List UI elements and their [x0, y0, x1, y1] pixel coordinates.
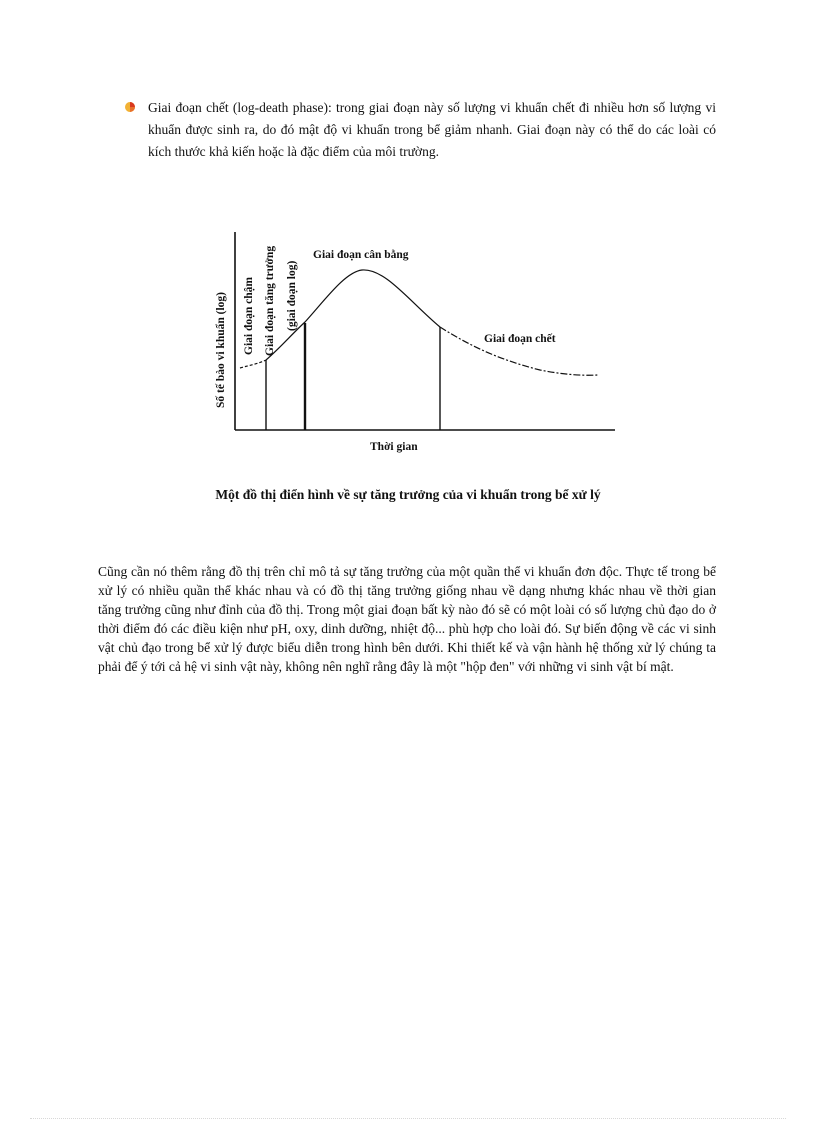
lag-curve [240, 360, 266, 368]
x-axis-label: Thời gian [370, 441, 418, 453]
growth-curve-figure [200, 210, 630, 470]
label-log-phase: Giai đoạn tăng trưởng [264, 245, 276, 356]
label-log-phase-sub: (giai đoạn log) [286, 260, 298, 331]
bullet-item [124, 97, 716, 163]
y-axis-label: Số tế bào vi khuẩn (log) [215, 292, 227, 408]
label-stationary-phase: Giai đoạn cân bằng [313, 249, 409, 261]
bullet-text: Giai đoạn chết (log-death phase): trong giai đoạn này số lượng vi khuẩn chết đi nhiều hơn số lượng vi khuẩn được sinh ra, do đó mật độ vi khuẩn trong bể giảm nhanh. Giai đoạn này có thể do các loài có kích thước khả kiến hoặc là đặc điểm của môi trường. [148, 100, 716, 159]
page-bottom-divider [30, 1118, 786, 1119]
body-paragraph: Cũng cần nó thêm rằng đồ thị trên chỉ mô tả sự tăng trưởng của một quần thể vi khuẩn đơn độc. Thực tế trong bể xử lý có nhiều quần thể khác nhau và có đồ thị tăng trưởng giống nhau về dạng nhưng khác nhau về thời gian tăng trưởng cũng như đỉnh của đồ thị. Trong một giai đoạn bất kỳ nào đó sẽ có một loài có số lượng chủ đạo do ở thời điểm đó các điều kiện như pH, oxy, dinh dưỡng, nhiệt độ... phù hợp cho loài đó. Sự biến động về các vi sinh vật chủ đạo trong bể xử lý được biểu diễn trong hình bên dưới. Khi thiết kế và vận hành hệ thống xử lý chúng ta phải để ý tới cả hệ vi sinh vật này, không nên nghĩ rằng đây là một "hộp đen" với những vi sinh vật bí mật. [98, 564, 716, 674]
figure-caption: Một đồ thị điển hình về sự tăng trưởng của vi khuẩn trong bể xử lý [215, 487, 601, 502]
label-death-phase: Giai đoạn chết [484, 333, 556, 345]
label-lag-phase: Giai đoạn chậm [243, 277, 255, 355]
bullet-icon [124, 100, 136, 112]
